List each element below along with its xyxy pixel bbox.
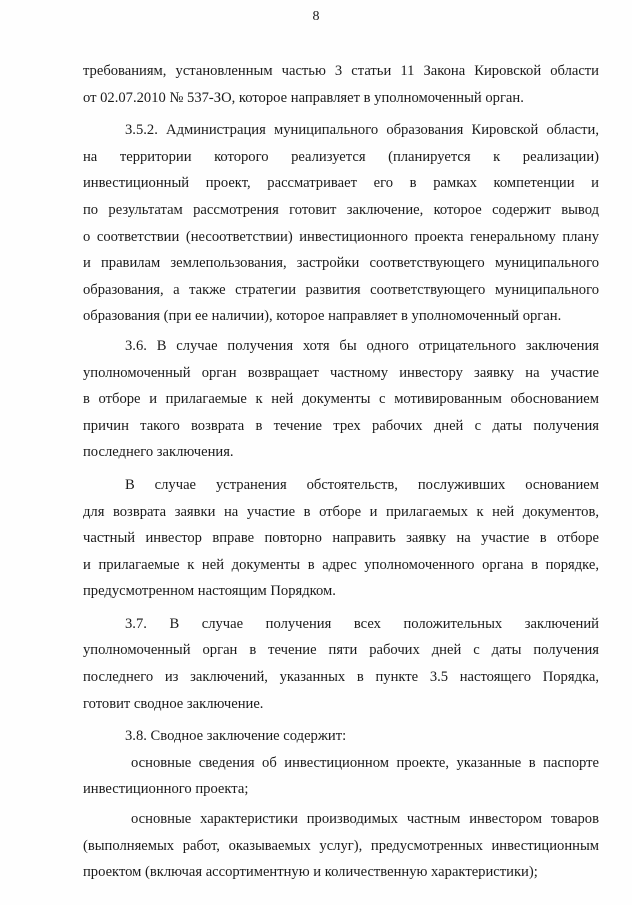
text-line: образования, а также стратегии развития соответствующего муниципального [83,281,599,298]
text-line: причин такого возврата в течение трех рабочих дней с даты получения [83,417,599,434]
text-line: и прилагаемые к ней документы в адрес уполномоченного органа в порядке, [83,556,599,573]
text-line: последнего из заключений, указанных в пункте 3.5 настоящего Порядка, [83,669,599,686]
list-item-first-line: основные сведения об инвестиционном проекте, указанные в паспорте [131,754,599,771]
list-item-first-line: основные характеристики производимых частным инвестором товаров [131,811,599,828]
text-line: (выполняемых работ, оказываемых услуг), предусмотренных инвестиционным [83,837,599,854]
text-line: готовит сводное заключение. [83,695,264,712]
text-line: о соответствии (несоответствии) инвестиционного проекта генеральному плану [83,228,599,245]
paragraph-return-first-line: В случае устранения обстоятельств, послуживших основанием [125,476,599,493]
text-line: последнего заключения. [83,444,234,461]
text-line: частный инвестор вправе повторно направить заявку на участие в отборе [83,530,599,547]
text-line: предусмотренном настоящим Порядком. [83,583,336,600]
text-line: уполномоченный орган в течение пяти рабочих дней с даты получения [83,642,599,659]
text-line: для возврата заявки на участие в отборе и прилагаемых к ней документов, [83,503,599,520]
text-line: уполномоченный орган возвращает частному инвестору заявку на участие [83,364,599,381]
text-line: на территории которого реализуется (планируется к реализации) [83,148,599,165]
document-body [83,58,599,886]
text-line: проектом (включая ассортиментную и количественную характеристики); [83,864,538,881]
text-line: и правилам землепользования, застройки соответствующего муниципального [83,255,599,272]
text-line: образования (при ее наличии), которое направляет в уполномоченный орган. [83,308,562,325]
text-line: инвестиционного проекта; [83,781,249,798]
page-number: 8 [312,9,320,24]
text-line: в отборе и прилагаемые к ней документы с мотивированным обоснованием [83,391,599,408]
paragraph-3-5-2-first-line: 3.5.2. Администрация муниципального образования Кировской области, [125,122,599,139]
text-line: по результатам рассмотрения готовит заключение, которое содержит вывод [83,201,599,218]
paragraph-3-8-heading: 3.8. Сводное заключение содержит: [125,728,347,745]
paragraph-3-7-first-line: 3.7. В случае получения всех положительных заключений [125,615,599,632]
text-line: инвестиционный проект, рассматривает его в рамках компетенции и [83,175,599,192]
paragraph-3-6-first-line: 3.6. В случае получения хотя бы одного отрицательного заключения [125,337,599,354]
text-line: от 02.07.2010 № 537-ЗО, которое направляет в уполномоченный орган. [83,89,524,106]
text-line: требованиям, установленным частью 3 статьи 11 Закона Кировской области [83,63,599,79]
